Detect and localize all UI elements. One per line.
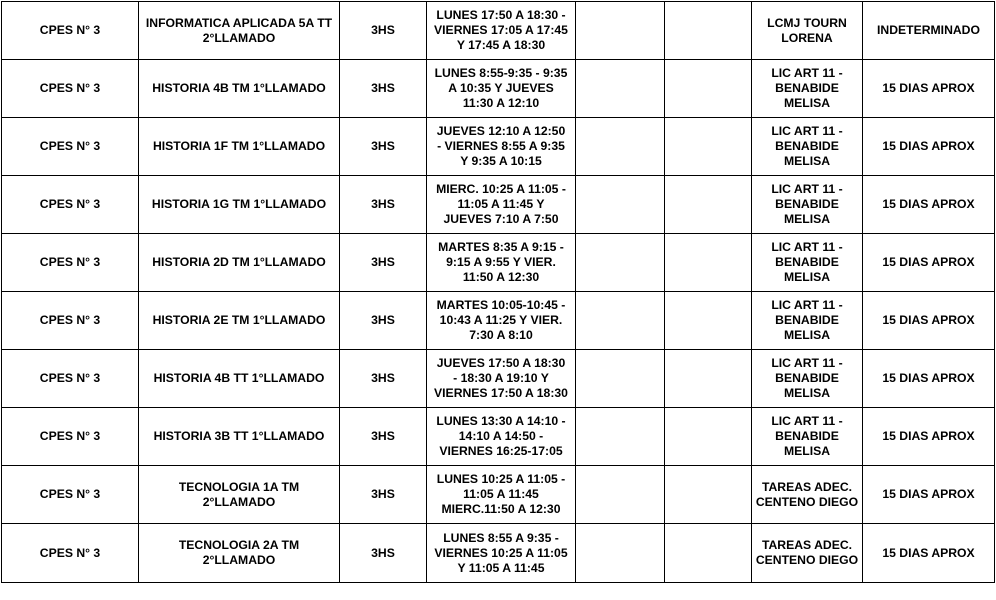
empty-cell xyxy=(665,118,752,176)
vacancy-table xyxy=(1,1,995,583)
subject-cell: HISTORIA 2E TM 1°LLAMADO xyxy=(139,292,340,350)
subject-cell: TECNOLOGIA 1A TM 2°LLAMADO xyxy=(139,466,340,524)
duration-cell: 15 DIAS APROX xyxy=(863,118,995,176)
table-row xyxy=(2,524,995,583)
table-row xyxy=(2,466,995,524)
hours-cell: 3HS xyxy=(340,118,427,176)
hours-cell: 3HS xyxy=(340,524,427,583)
hours-cell: 3HS xyxy=(340,176,427,234)
schedule-cell: MARTES 8:35 A 9:15 - 9:15 A 9:55 Y VIER. 11:50 A 12:30 xyxy=(427,234,576,292)
schedule-cell: JUEVES 17:50 A 18:30 - 18:30 A 19:10 Y VIERNES 17:50 A 18:30 xyxy=(427,350,576,408)
empty-cell xyxy=(576,176,665,234)
hours-cell: 3HS xyxy=(340,350,427,408)
empty-cell xyxy=(665,350,752,408)
subject-cell: HISTORIA 1F TM 1°LLAMADO xyxy=(139,118,340,176)
empty-cell xyxy=(576,292,665,350)
table-body xyxy=(2,2,995,583)
schedule-cell: LUNES 8:55 A 9:35 - VIERNES 10:25 A 11:05 Y 11:05 A 11:45 xyxy=(427,524,576,583)
duration-cell: 15 DIAS APROX xyxy=(863,408,995,466)
schedule-cell: MARTES 10:05-10:45 - 10:43 A 11:25 Y VIER. 7:30 A 8:10 xyxy=(427,292,576,350)
duration-cell: 15 DIAS APROX xyxy=(863,176,995,234)
empty-cell xyxy=(665,60,752,118)
subject-cell: HISTORIA 3B TT 1°LLAMADO xyxy=(139,408,340,466)
hours-cell: 3HS xyxy=(340,292,427,350)
schedule-cell: LUNES 13:30 A 14:10 - 14:10 A 14:50 - VIERNES 16:25-17:05 xyxy=(427,408,576,466)
duration-cell: 15 DIAS APROX xyxy=(863,350,995,408)
duration-cell: 15 DIAS APROX xyxy=(863,234,995,292)
reason-cell: LIC ART 11 - BENABIDE MELISA xyxy=(752,60,863,118)
hours-cell: 3HS xyxy=(340,408,427,466)
hours-cell: 3HS xyxy=(340,466,427,524)
empty-cell xyxy=(576,408,665,466)
empty-cell xyxy=(576,60,665,118)
school-cell: CPES N° 3 xyxy=(2,2,139,60)
reason-cell: LIC ART 11 - BENABIDE MELISA xyxy=(752,176,863,234)
school-cell: CPES N° 3 xyxy=(2,118,139,176)
table-row xyxy=(2,292,995,350)
table-row xyxy=(2,60,995,118)
duration-cell: INDETERMINADO xyxy=(863,2,995,60)
table-row xyxy=(2,176,995,234)
schedule-cell: JUEVES 12:10 A 12:50 - VIERNES 8:55 A 9:35 Y 9:35 A 10:15 xyxy=(427,118,576,176)
empty-cell xyxy=(665,466,752,524)
reason-cell: LIC ART 11 - BENABIDE MELISA xyxy=(752,118,863,176)
school-cell: CPES N° 3 xyxy=(2,292,139,350)
schedule-cell: LUNES 10:25 A 11:05 - 11:05 A 11:45 MIERC.11:50 A 12:30 xyxy=(427,466,576,524)
duration-cell: 15 DIAS APROX xyxy=(863,466,995,524)
table-row xyxy=(2,350,995,408)
school-cell: CPES N° 3 xyxy=(2,60,139,118)
hours-cell: 3HS xyxy=(340,60,427,118)
school-cell: CPES N° 3 xyxy=(2,176,139,234)
subject-cell: HISTORIA 2D TM 1°LLAMADO xyxy=(139,234,340,292)
hours-cell: 3HS xyxy=(340,2,427,60)
hours-cell: 3HS xyxy=(340,234,427,292)
subject-cell: HISTORIA 4B TT 1°LLAMADO xyxy=(139,350,340,408)
empty-cell xyxy=(665,292,752,350)
empty-cell xyxy=(576,2,665,60)
empty-cell xyxy=(665,524,752,583)
reason-cell: LIC ART 11 - BENABIDE MELISA xyxy=(752,234,863,292)
subject-cell: HISTORIA 1G TM 1°LLAMADO xyxy=(139,176,340,234)
school-cell: CPES N° 3 xyxy=(2,466,139,524)
table-row xyxy=(2,2,995,60)
empty-cell xyxy=(665,2,752,60)
empty-cell xyxy=(576,234,665,292)
reason-cell: TAREAS ADEC. CENTENO DIEGO xyxy=(752,466,863,524)
reason-cell: LCMJ TOURN LORENA xyxy=(752,2,863,60)
empty-cell xyxy=(665,408,752,466)
school-cell: CPES N° 3 xyxy=(2,350,139,408)
empty-cell xyxy=(665,234,752,292)
duration-cell: 15 DIAS APROX xyxy=(863,292,995,350)
reason-cell: LIC ART 11 - BENABIDE MELISA xyxy=(752,292,863,350)
reason-cell: TAREAS ADEC. CENTENO DIEGO xyxy=(752,524,863,583)
reason-cell: LIC ART 11 - BENABIDE MELISA xyxy=(752,350,863,408)
schedule-cell: MIERC. 10:25 A 11:05 - 11:05 A 11:45 Y JUEVES 7:10 A 7:50 xyxy=(427,176,576,234)
empty-cell xyxy=(576,466,665,524)
empty-cell xyxy=(576,350,665,408)
school-cell: CPES N° 3 xyxy=(2,234,139,292)
subject-cell: TECNOLOGIA 2A TM 2°LLAMADO xyxy=(139,524,340,583)
empty-cell xyxy=(576,524,665,583)
subject-cell: INFORMATICA APLICADA 5A TT 2°LLAMADO xyxy=(139,2,340,60)
table-row xyxy=(2,118,995,176)
reason-cell: LIC ART 11 - BENABIDE MELISA xyxy=(752,408,863,466)
empty-cell xyxy=(576,118,665,176)
schedule-cell: LUNES 17:50 A 18:30 - VIERNES 17:05 A 17:45 Y 17:45 A 18:30 xyxy=(427,2,576,60)
school-cell: CPES N° 3 xyxy=(2,408,139,466)
subject-cell: HISTORIA 4B TM 1°LLAMADO xyxy=(139,60,340,118)
table-row xyxy=(2,408,995,466)
duration-cell: 15 DIAS APROX xyxy=(863,524,995,583)
schedule-cell: LUNES 8:55-9:35 - 9:35 A 10:35 Y JUEVES 11:30 A 12:10 xyxy=(427,60,576,118)
school-cell: CPES N° 3 xyxy=(2,524,139,583)
empty-cell xyxy=(665,176,752,234)
table-row xyxy=(2,234,995,292)
duration-cell: 15 DIAS APROX xyxy=(863,60,995,118)
